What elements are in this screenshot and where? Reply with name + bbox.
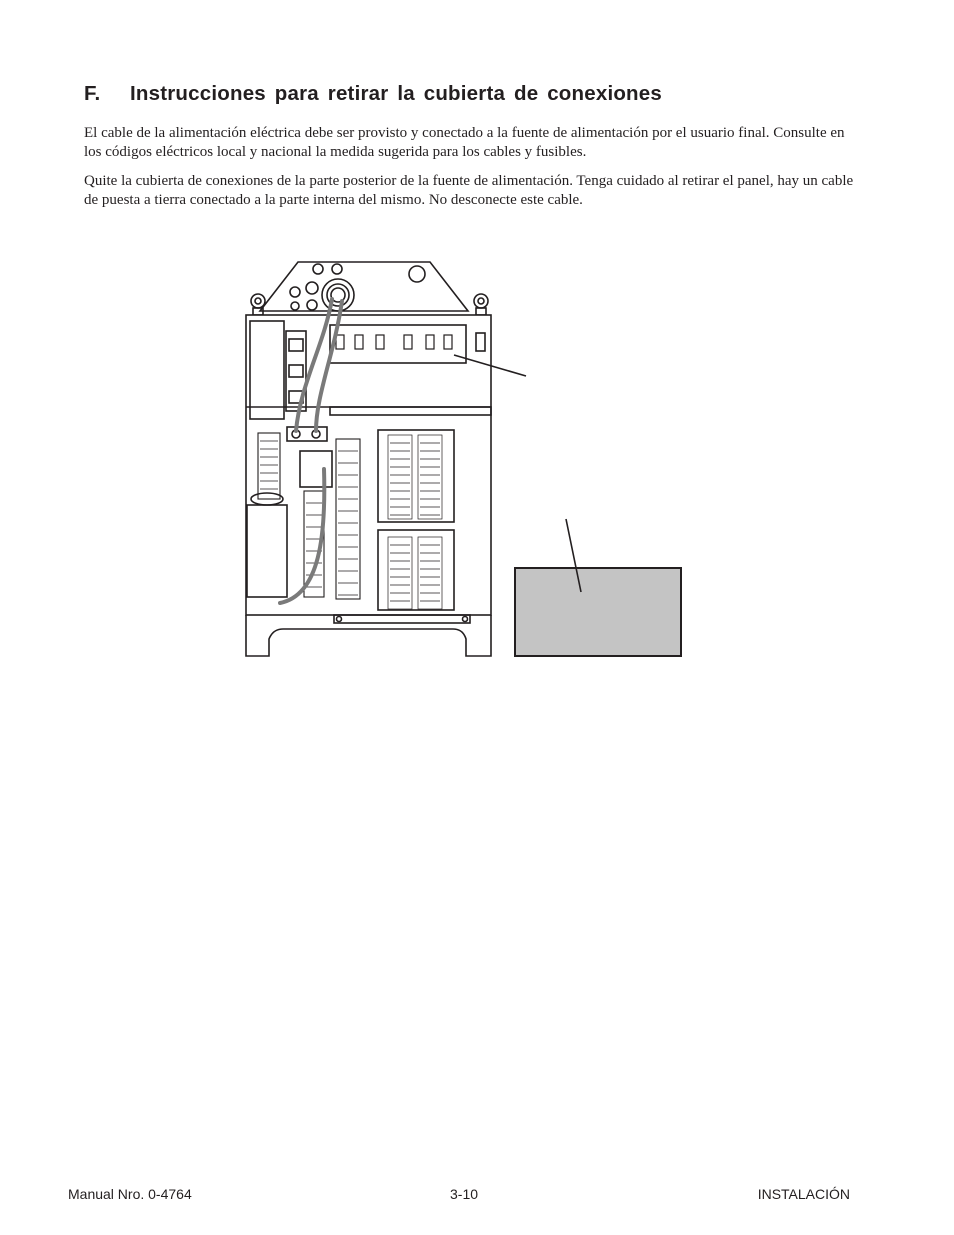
enclosure-base: [246, 615, 491, 656]
lifting-eye-right: [474, 294, 488, 308]
capacitor: [247, 505, 287, 597]
footer-manual-number: Manual Nro. 0-4764: [68, 1186, 192, 1202]
section-title: Instrucciones para retirar la cubierta de conexiones: [130, 82, 662, 105]
footer-page-number: 3-10: [450, 1186, 479, 1202]
footer-section-name: INSTALACIÓN: [757, 1186, 850, 1202]
section-letter: F.: [84, 82, 101, 105]
base-bracket: [334, 615, 470, 623]
lifting-eye-left: [251, 294, 265, 308]
connection-cover-panel: [515, 568, 681, 656]
paragraph-power-cable: El cable de la alimentación eléctrica debe ser provisto y conectado a la fuente de alimentación por el usuario final. Consulte en los códigos eléctricos local y nacional la medida sugerida para los cables y fusibles.: [84, 125, 845, 160]
power-supply-rear-illustration: [240, 255, 690, 665]
paragraph-remove-cover: Quite la cubierta de conexiones de la parte posterior de la fuente de alimentación. Tenga cuidado al retirar el panel, hay un cable de puesta a tierra conectado a la parte interna del mismo. No desconecte este cable.: [84, 173, 854, 208]
section-heading: [84, 82, 884, 106]
